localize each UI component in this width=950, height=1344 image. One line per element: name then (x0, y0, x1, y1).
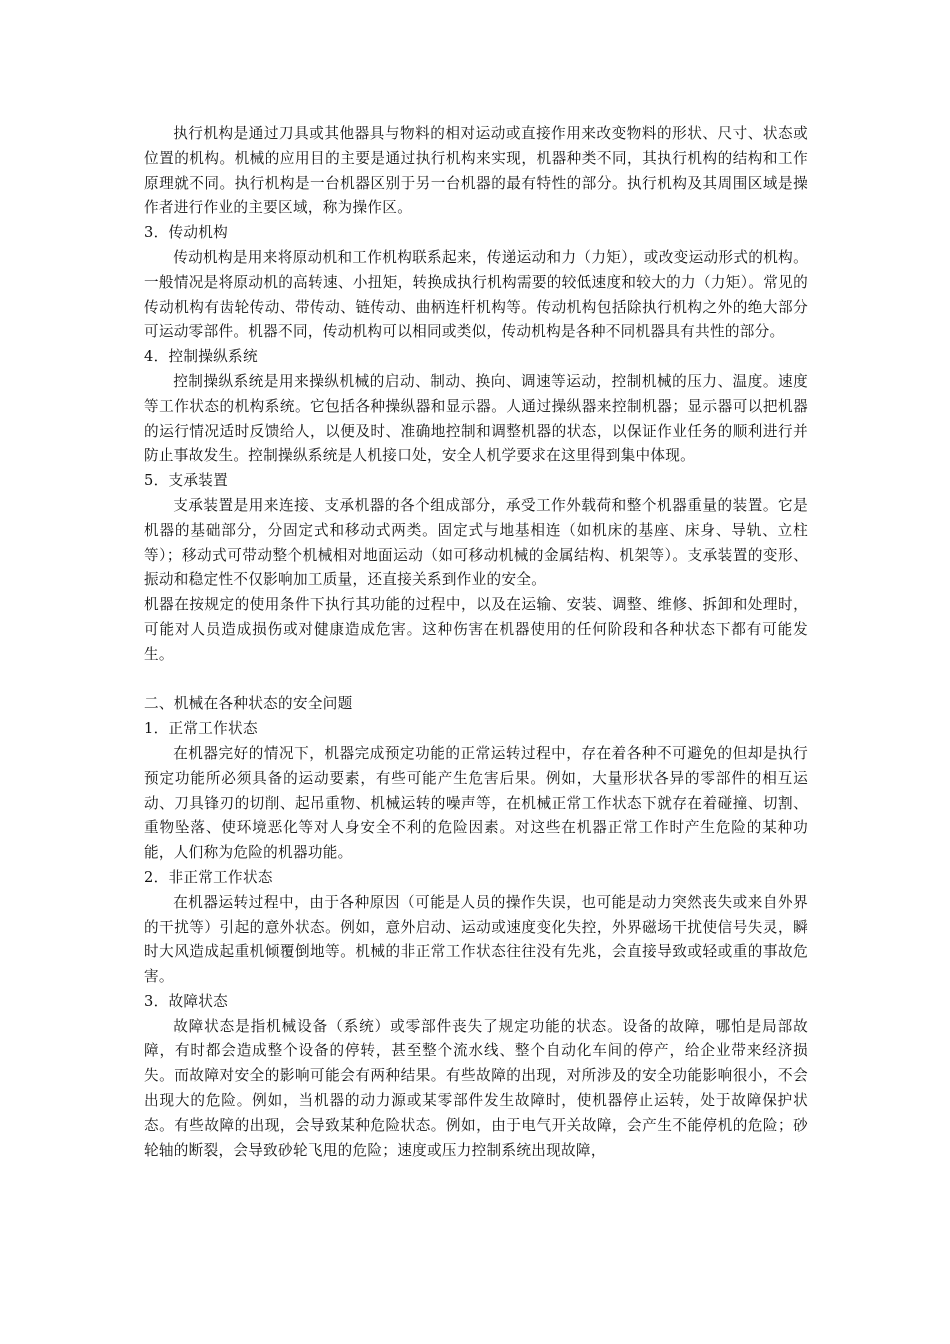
body-paragraph: 故障状态是指机械设备（系统）或零部件丧失了规定功能的状态。设备的故障，哪怕是局部故障，有时都会造成整个设备的停转，甚至整个流水线、整个自动化车间的停产，给企业带来经济损失。而故障对安全的影响可能会有两种结果。有些故障的出现，对所涉及的安全功能影响很小，不会出现大的危险。例如，当机器的动力源或某零部件发生故障时，使机器停止运转，处于故障保护状态。有些故障的出现，会导致某种危险状态。例如，由于电气开关故障，会产生不能停机的危险；砂轮轴的断裂，会导致砂轮飞甩的危险；速度或压力控制系统出现故障， (144, 1017, 808, 1159)
section-heading: 1．正常工作状态 (144, 720, 258, 738)
section-heading: 二、机械在各种状态的安全问题 (144, 695, 353, 713)
body-paragraph: 传动机构是用来将原动机和工作机构联系起来，传递运动和力（力矩），或改变运动形式的机构。一般情况是将原动机的高转速、小扭矩，转换成执行机构需要的较低速度和较大的力（力矩）。常见的传动机构有齿轮传动、带传动、链传动、曲柄连杆机构等。传动机构包括除执行机构之外的绝大部分可运动零部件。机器不同，传动机构可以相同或类似，传动机构是各种不同机器具有共性的部分。 (144, 248, 808, 341)
body-paragraph: 支承装置是用来连接、支承机器的各个组成部分，承受工作外载荷和整个机器重量的装置。它是机器的基础部分，分固定式和移动式两类。固定式与地基相连（如机床的基座、床身、导轨、立柱等）；移动式可带动整个机械相对地面运动（如可移动机械的金属结构、机架等）。支承装置的变形、振动和稳定性不仅影响加工质量，还直接关系到作业的安全。 (144, 496, 808, 589)
document-body (144, 122, 808, 1163)
body-paragraph: 在机器完好的情况下，机器完成预定功能的正常运转过程中，存在着各种不可避免的但却是执行预定功能所必须具备的运动要素，有些可能产生危害后果。例如，大量形状各异的零部件的相互运动、刀具锋刃的切削、起吊重物、机械运转的噪声等，在机械正常工作状态下就存在着碰撞、切割、重物坠落、使环境恶化等对人身安全不利的危险因素。对这些在机器正常工作时产生危险的某种功能，人们称为危险的机器功能。 (144, 744, 808, 862)
body-paragraph: 机器在按规定的使用条件下执行其功能的过程中，以及在运输、安装、调整、维修、拆卸和处理时，可能对人员造成损伤或对健康造成危害。这种伤害在机器使用的任何阶段和各种状态下都有可能发生。 (144, 596, 808, 663)
section-heading: 5．支承装置 (144, 472, 229, 490)
section-heading: 3．传动机构 (144, 224, 229, 242)
section-heading: 3．故障状态 (144, 992, 229, 1010)
body-paragraph: 在机器运转过程中，由于各种原因（可能是人员的操作失误，也可能是动力突然丧失或来自外界的干扰等）引起的意外状态。例如，意外启动、运动或速度变化失控，外界磁场干扰使信号失灵，瞬时大风造成起重机倾覆倒地等。机械的非正常工作状态往往没有先兆，会直接导致或轻或重的事故危害。 (144, 893, 808, 986)
section-heading: 4．控制操纵系统 (144, 348, 258, 366)
body-paragraph: 执行机构是通过刀具或其他器具与物料的相对运动或直接作用来改变物料的形状、尺寸、状态或位置的机构。机械的应用目的主要是通过执行机构来实现，机器种类不同，其执行机构的结构和工作原理就不同。执行机构是一台机器区别于另一台机器的最有特性的部分。执行机构及其周围区域是操作者进行作业的主要区域，称为操作区。 (144, 125, 808, 217)
body-paragraph: 控制操纵系统是用来操纵机械的启动、制动、换向、调速等运动，控制机械的压力、温度。速度等工作状态的机构系统。它包括各种操纵器和显示器。人通过操纵器来控制机器；显示器可以把机器的运行情况适时反馈给人，以便及时、准确地控制和调整机器的状态，以保证作业任务的顺利进行并防止事故发生。控制操纵系统是人机接口处，安全人机学要求在这里得到集中体现。 (144, 372, 808, 465)
blank-line (144, 668, 808, 693)
section-heading: 2．非正常工作状态 (144, 868, 273, 886)
